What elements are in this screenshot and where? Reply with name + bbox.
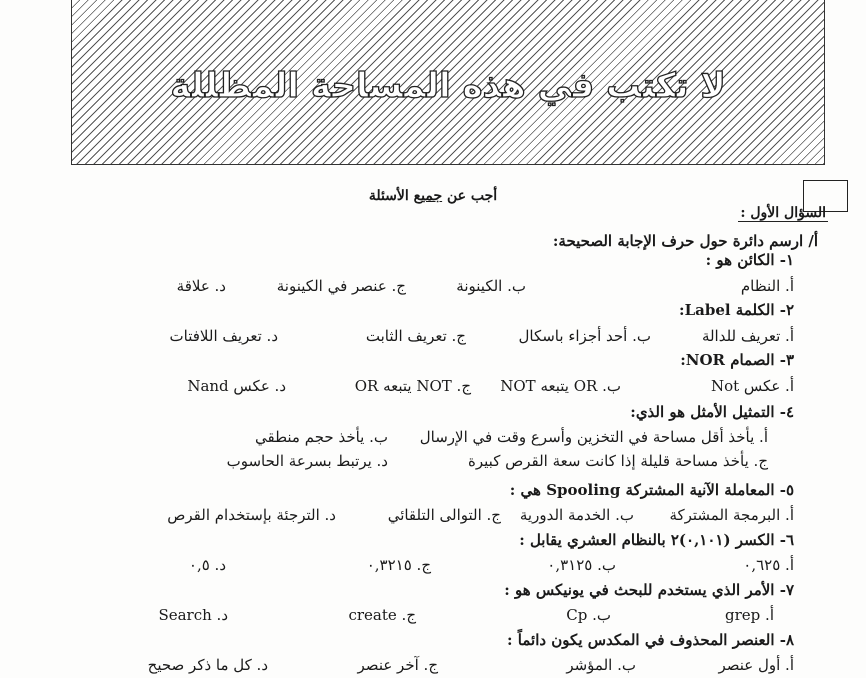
item-7-option-d: د. Search [158, 606, 228, 624]
item-2-option-d: د. تعريف اللافتات [169, 327, 278, 345]
instruction-suffix: الأسئلة [368, 188, 409, 204]
item-6-option-a: أ. ٠,٦٢٥ [743, 556, 794, 574]
item-8-stem: ٨- العنصر المحذوف في المكدس يكون دائماً : [507, 631, 794, 649]
item-4-option-c: ج. يأخذ مساحة قليلة إذا كانت سعة القرص كبيرة [468, 452, 768, 470]
item-6-option-d: د. ٠,٥ [188, 556, 226, 574]
item-4-stem: ٤- التمثيل الأمثل هو الذي: [630, 403, 794, 421]
item-1-option-a: أ. النظام [740, 277, 794, 295]
part-a-instruction: أ/ ارسم دائرة حول حرف الإجابة الصحيحة: [552, 232, 818, 250]
instruction-line [0, 188, 866, 204]
item-4-option-d: د. يرتبط بسرعة الحاسوب [226, 452, 388, 470]
item-7-option-c: ج. create [348, 606, 416, 624]
item-5-option-a: أ. البرمجة المشتركة [669, 506, 794, 524]
item-3-option-c: ج. NOT يتبعه OR [354, 377, 471, 395]
item-7-stem: ٧- الأمر الذي يستخدم للبحث في يونيكس هو : [504, 581, 794, 599]
item-4-option-b: ب. يأخذ حجم منطقي [255, 428, 388, 446]
item-5-option-d: د. الترجئة بإستخدام القرص [167, 506, 336, 524]
item-5-option-b: ب. الخدمة الدورية [519, 506, 634, 524]
item-5-option-c: ج. التوالى التلقائي [387, 506, 501, 524]
hatched-notice: لا تكتب في هذه المساحة المظللة [170, 66, 726, 106]
item-6-option-b: ب. ٠,٣١٢٥ [547, 556, 616, 574]
no-write-hatched-area [71, 0, 825, 165]
item-2-option-c: ج. تعريف الثابت [365, 327, 466, 345]
item-1-option-d: د. علاقة [176, 277, 226, 295]
item-4-option-a: أ. يأخذ أقل مساحة في التخزين وأسرع وقت في الإرسال [419, 428, 768, 446]
item-3-option-a: أ. عكس Not [710, 377, 794, 395]
item-8-option-c: ج. آخر عنصر [357, 656, 438, 674]
item-6-stem: ٦- الكسر (٠,١٠١)٢ بالنظام العشري يقابل : [519, 531, 794, 549]
item-1-option-b: ب. الكينونة [456, 277, 526, 295]
item-3-option-d: د. عكس Nand [187, 377, 286, 395]
item-5-stem: ٥- المعاملة الآنية المشتركة Spooling هي : [509, 481, 794, 499]
item-1-stem: ١- الكائن هو : [705, 251, 794, 269]
item-2-stem: ٢- الكلمة Label: [679, 301, 794, 319]
item-8-option-d: د. كل ما ذكر صحيح [147, 656, 268, 674]
item-8-option-a: أ. أول عنصر [718, 656, 794, 674]
item-2-option-a: أ. تعريف للدالة [701, 327, 794, 345]
question-label: السؤال الأول : [740, 205, 826, 221]
item-3-stem: ٣- الصمام NOR: [680, 351, 794, 369]
item-7-option-b: ب. Cp [566, 606, 611, 624]
item-8-option-b: ب. المؤشر [566, 656, 636, 674]
item-7-option-a: أ. grep [725, 606, 774, 624]
item-2-option-b: ب. أحد أجزاء باسكال [518, 327, 651, 345]
item-1-option-c: ج. عنصر في الكينونة [276, 277, 406, 295]
item-6-option-c: ج. ٠,٣٢١٥ [366, 556, 431, 574]
item-3-option-b: ب. OR يتبعه NOT [500, 377, 621, 395]
instruction-underlined: جميع [413, 188, 443, 204]
instruction-prefix: أجب عن [446, 188, 498, 204]
